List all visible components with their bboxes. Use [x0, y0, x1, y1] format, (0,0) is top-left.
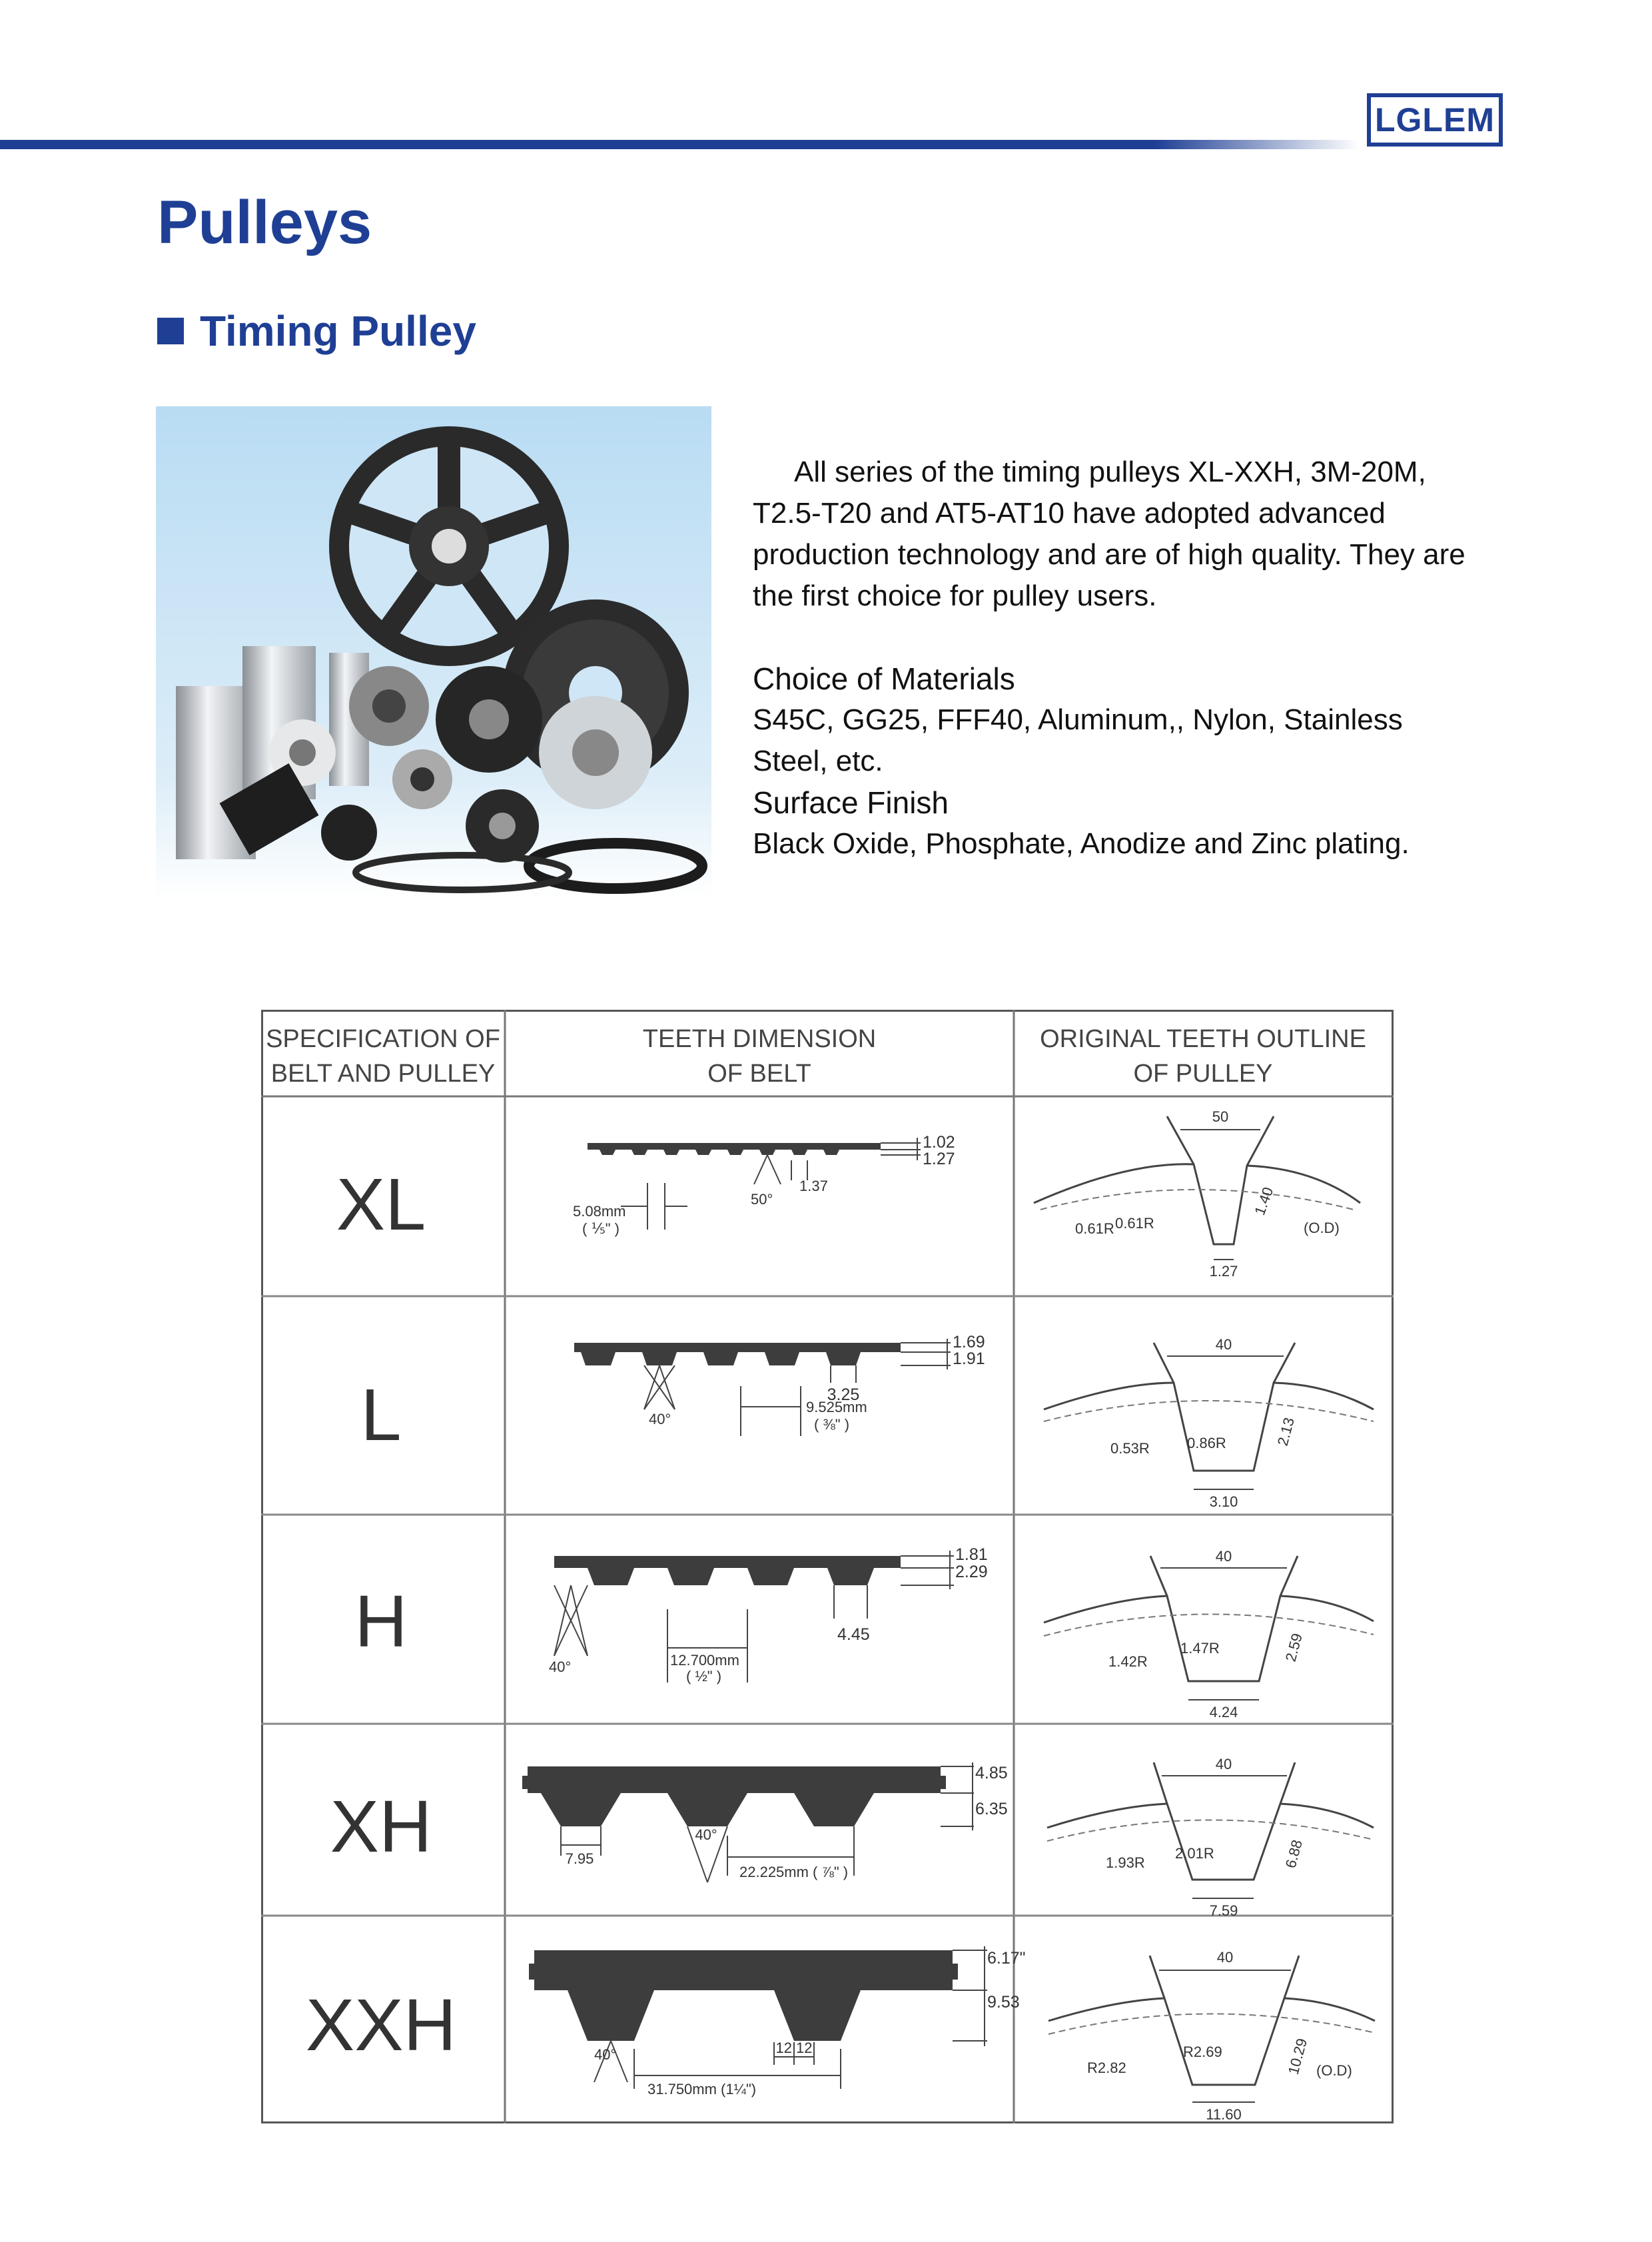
xl-pulley-od: (O.D) [1304, 1220, 1340, 1236]
header-rule [0, 140, 1359, 149]
xxh-pulley-od: (O.D) [1316, 2062, 1352, 2079]
header-outline-1: ORIGINAL TEETH OUTLINE [1040, 1025, 1366, 1053]
materials-text: S45C, GG25, FFF40, Aluminum,, Nylon, Stainless Steel, etc. [753, 703, 1403, 777]
h-pulley-rleft: 1.42R [1108, 1653, 1148, 1670]
pulley-outline-h [1044, 1548, 1374, 1720]
xxh-pulley-bottom: 11.60 [1206, 2106, 1242, 2123]
h-pulley-top: 40 [1215, 1548, 1232, 1565]
xh-pulley-top: 40 [1215, 1756, 1232, 1772]
h-belt-tooth: 4.45 [837, 1625, 870, 1644]
row-type-xh: XH [330, 1786, 432, 1868]
xh-pulley-rleft: 1.93R [1106, 1854, 1145, 1871]
materials-heading: Choice of Materials [753, 661, 1015, 696]
finish-heading: Surface Finish [753, 785, 949, 820]
xxh-belt-pitch: 31.750mm (1¼") [647, 2081, 757, 2097]
xl-belt-tooth: 1.37 [799, 1178, 828, 1194]
l-belt-h2: 1.91 [953, 1349, 985, 1368]
l-pulley-top: 40 [1215, 1336, 1232, 1353]
l-belt-tooth: 3.25 [827, 1385, 860, 1404]
belt-drawing-h [549, 1545, 988, 1684]
xh-belt-angle: 40° [695, 1826, 717, 1843]
xh-pulley-rright: 2.01R [1175, 1845, 1214, 1862]
pulley-outline-l [1044, 1336, 1374, 1510]
spec-table [261, 1010, 1394, 2123]
pulley-outline-xl [1034, 1108, 1360, 1280]
header-spec-1: SPECIFICATION OF [266, 1025, 500, 1053]
xh-belt-tooth: 7.95 [565, 1850, 594, 1867]
l-pulley-rright: 0.86R [1187, 1435, 1226, 1451]
xh-pulley-bottom: 7.59 [1209, 1902, 1238, 1919]
xh-belt-h1: 4.85 [975, 1764, 1008, 1782]
pulley-outline-xxh [1048, 1949, 1375, 2123]
h-belt-h1: 1.81 [955, 1545, 988, 1564]
h-belt-angle: 40° [549, 1659, 572, 1675]
xxh-belt-tooth: 12 12 [775, 2040, 813, 2056]
row-type-xl: XL [336, 1164, 426, 1246]
l-belt-pitch-in: ( ⅜" ) [814, 1416, 850, 1433]
xxh-belt-h1: 6.17" [987, 1949, 1026, 1968]
belt-drawing-xh [522, 1762, 1008, 1882]
h-pulley-rright: 1.47R [1180, 1640, 1220, 1657]
description-intro: All series of the timing pulleys XL-XXH, 3M-20M, T2.5-T20 and AT5-AT10 have adopted advanced production technology and are of high quality. They are the first choice for pulley users. [753, 456, 1465, 612]
description [753, 452, 1472, 865]
row-type-l: L [360, 1374, 402, 1456]
section-heading [157, 306, 476, 356]
xl-belt-pitch: 5.08mm [573, 1203, 626, 1220]
h-belt-pitch-in: ( ½" ) [686, 1668, 722, 1684]
xl-belt-h1: 1.02 [923, 1133, 955, 1152]
xh-belt-pitch: 22.225mm ( ⅞" ) [739, 1864, 849, 1880]
xl-belt-pitch-in: ( ⅕" ) [582, 1220, 620, 1237]
h-belt-pitch: 12.700mm [670, 1652, 739, 1669]
header-outline-2: OF PULLEY [1133, 1060, 1273, 1088]
brand-logo [1367, 93, 1503, 147]
xl-belt-h2: 1.27 [923, 1150, 955, 1168]
belt-drawing-l [574, 1333, 985, 1436]
header-teeth-1: TEETH DIMENSION [642, 1025, 877, 1053]
row-type-h: H [354, 1581, 408, 1663]
l-pulley-depth: 2.13 [1274, 1415, 1298, 1448]
xxh-belt-h2: 9.53 [987, 1993, 1020, 2012]
xh-pulley-depth: 6.88 [1282, 1838, 1306, 1870]
page-title: Pulleys [157, 188, 372, 256]
xl-pulley-top: 50 [1212, 1108, 1229, 1125]
l-pulley-bottom: 3.10 [1209, 1493, 1238, 1510]
square-bullet-icon [157, 318, 184, 344]
xl-pulley-bottom: 1.27 [1209, 1263, 1238, 1280]
xl-pulley-rright: 0.61R [1115, 1215, 1154, 1232]
xl-belt-angle: 50° [751, 1191, 773, 1208]
spec-table-drawing [261, 1010, 1394, 2123]
brand-logo-text: LGLEM [1375, 101, 1495, 139]
h-pulley-depth: 2.59 [1282, 1631, 1306, 1664]
belt-drawing-xl [573, 1133, 955, 1237]
l-belt-pitch: 9.525mm [806, 1399, 867, 1415]
pulley-outline-xh [1047, 1756, 1374, 1919]
xxh-pulley-rleft: R2.82 [1087, 2059, 1126, 2076]
xh-belt-h2: 6.35 [975, 1800, 1008, 1818]
product-photo [156, 406, 711, 899]
finish-text: Black Oxide, Phosphate, Anodize and Zinc plating. [753, 827, 1410, 860]
section-title: Timing Pulley [200, 307, 476, 355]
row-type-xxh: XXH [305, 1984, 457, 2066]
xl-pulley-depth: 1.40 [1251, 1184, 1277, 1218]
l-pulley-rleft: 0.53R [1110, 1440, 1150, 1457]
belt-drawing-xxh [529, 1946, 1026, 2097]
header-spec-2: BELT AND PULLEY [270, 1060, 496, 1088]
header-teeth-2: OF BELT [707, 1060, 811, 1088]
xl-pulley-rleft: 0.61R [1075, 1220, 1114, 1237]
l-belt-h1: 1.69 [953, 1333, 985, 1351]
l-belt-angle: 40° [649, 1411, 671, 1427]
h-pulley-bottom: 4.24 [1209, 1704, 1238, 1720]
xxh-pulley-depth: 10.29 [1284, 2036, 1311, 2077]
xxh-pulley-rright: R2.69 [1183, 2044, 1222, 2060]
xxh-pulley-top: 40 [1216, 1949, 1234, 1966]
xxh-belt-angle: 40° [594, 2046, 617, 2063]
h-belt-h2: 2.29 [955, 1563, 988, 1581]
